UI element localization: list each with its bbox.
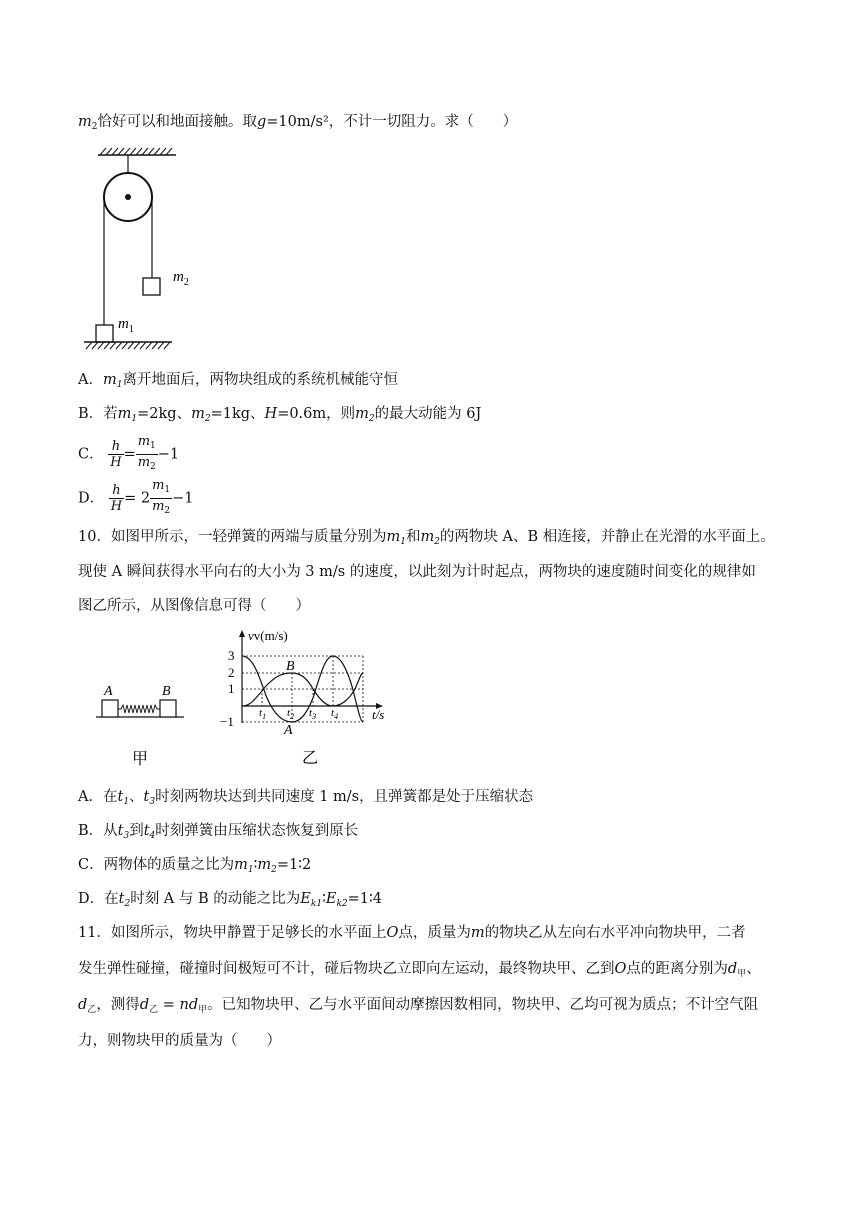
- m2-symbol: m: [420, 529, 435, 545]
- y-tick-1: 1: [228, 681, 235, 696]
- label-m1: m: [118, 316, 129, 332]
- option-text: 离开地面后，两物块组成的系统机械能守恒: [122, 372, 398, 388]
- option-prefix: C．两物体的质量之比为: [78, 857, 235, 873]
- option-prefix: A．: [78, 372, 103, 388]
- q9-option-a: [78, 370, 398, 395]
- ceiling-hatch: [100, 148, 172, 155]
- ratio-colon: ∶: [253, 857, 258, 873]
- label-m1-sub: 1: [128, 324, 134, 335]
- m1-subscript: 1: [400, 537, 406, 547]
- ek2-subscript: k2: [336, 899, 348, 909]
- q11-text-1: 11．如图所示，物块甲静置于足够长的水平面上: [78, 925, 387, 941]
- block-a: [102, 700, 118, 717]
- x-tick-t1: $t_1$: [259, 707, 267, 721]
- figure-yi: [220, 628, 405, 768]
- option-prefix: D．在: [78, 891, 119, 907]
- m2-subscript: 2: [368, 414, 375, 424]
- m2-subscript: 2: [91, 122, 98, 132]
- q11-text-3: 的物块乙从左向右水平冲向物块甲，二者: [484, 925, 746, 941]
- q11-line-1: [78, 923, 746, 943]
- d-subscript: 甲: [737, 969, 747, 979]
- m2-symbol: m: [137, 455, 151, 470]
- ek1-subscript: k1: [310, 899, 323, 909]
- q10-line-2: 现使 A 瞬间获得水平向右的大小为 3 m/s 的速度，以此刻为计时起点，两物块的速度随时间变化的规律如: [78, 564, 756, 580]
- curve-label-b: B: [286, 659, 295, 674]
- ratio-value: =1∶4: [347, 891, 382, 907]
- m2-subscript: 2: [150, 462, 156, 472]
- m1-value: =2kg、: [137, 406, 192, 422]
- caption-yi: 乙: [302, 750, 319, 767]
- x-tick-t3: $t_3$: [309, 707, 317, 721]
- denominator: H: [110, 455, 122, 470]
- m1-symbol: m: [117, 406, 132, 422]
- d-symbol: d: [78, 997, 88, 1013]
- t2-subscript: 2: [124, 899, 131, 909]
- t3-subscript: 3: [123, 831, 130, 841]
- t1-symbol: t: [117, 789, 124, 805]
- q10-line-3: 图乙所示，从图像信息可得（ ）: [78, 598, 310, 614]
- t3-symbol: t: [143, 789, 150, 805]
- m1-symbol: m: [234, 857, 248, 873]
- q10-line-1: [78, 527, 775, 552]
- ek2-symbol: E: [325, 891, 337, 907]
- minus-one: −1: [172, 490, 194, 507]
- m2-subscript: 2: [164, 506, 171, 516]
- ratio-value: =1∶2: [276, 857, 312, 873]
- x-axis-label: t/s: [372, 707, 385, 722]
- m2-symbol: m: [257, 857, 272, 873]
- q9-option-b: [78, 404, 481, 429]
- y-axis-arrow: [239, 630, 245, 637]
- m2-value: =1kg、: [210, 406, 265, 422]
- m2-subscript: 2: [434, 537, 440, 547]
- m1-subscript: 1: [131, 414, 138, 424]
- option-prefix: B．从: [78, 823, 118, 839]
- t4-subscript: 4: [149, 831, 156, 841]
- q11-text-2: 点，质量为: [398, 925, 471, 941]
- g-symbol: g: [256, 114, 267, 130]
- caption-jia: 甲: [132, 751, 149, 768]
- h-symbol: H: [264, 406, 278, 422]
- q11-text-2: 。已知物块甲、乙与水平面间动摩擦因数相同，物块甲、乙均可视为质点；不计空气阻: [207, 997, 759, 1013]
- option-text: 时刻弹簧由压缩状态恢复到原长: [155, 823, 359, 839]
- d-subscript: 甲: [198, 1005, 208, 1015]
- to-word: 到: [129, 823, 144, 839]
- curve-label-a: A: [284, 723, 293, 738]
- t3-subscript: 3: [149, 797, 156, 807]
- x-tick-t2: $t_2$: [287, 707, 295, 721]
- q11-text-1: 发生弹性碰撞，碰撞时间极短可不计，碰后物块乙立即向左运动，最终物块甲、乙到: [78, 961, 615, 977]
- equals-two: = 2: [124, 490, 151, 507]
- d-symbol: d: [727, 961, 738, 977]
- h-value: =0.6m，则: [277, 406, 356, 422]
- intro-text-1: 恰好可以和地面接触。取: [97, 114, 257, 130]
- minus-one: −1: [157, 446, 180, 463]
- m2-symbol: m: [152, 499, 165, 514]
- d-symbol: d: [139, 997, 150, 1013]
- q9-intro-line: [78, 112, 517, 137]
- m2-symbol: m: [355, 406, 369, 422]
- m1-symbol: m: [137, 434, 151, 449]
- option-prefix: D．: [78, 490, 105, 507]
- pulley-axle: [125, 194, 131, 200]
- q11-line-4: 力，则物块甲的质量为（ ）: [78, 1033, 281, 1049]
- m-symbol: m: [102, 372, 117, 388]
- label-a: A: [104, 684, 113, 699]
- q11-text-2: 点的距离分别为: [626, 961, 728, 977]
- m2-symbol: m: [78, 114, 92, 130]
- option-text: 时刻 A 与 B 的动能之比为: [130, 891, 301, 907]
- ratio-colon: ∶: [322, 891, 326, 907]
- option-text: 的最大动能为 6J: [374, 406, 482, 422]
- fraction-h-over-H: [109, 483, 124, 514]
- m2-subscript: 2: [271, 865, 277, 875]
- ek1-symbol: E: [300, 891, 311, 907]
- label-b: B: [162, 684, 171, 699]
- o-symbol: O: [386, 925, 399, 941]
- fraction-m1-over-m2: [150, 478, 172, 519]
- and-word: 和: [405, 529, 421, 545]
- d-subscript: 乙: [87, 1005, 97, 1015]
- option-text: 时刻两物块达到共同速度 1 m/s，且弹簧都是处于压缩状态: [155, 789, 534, 805]
- option-prefix: B．若: [78, 406, 118, 422]
- q10-option-b: [78, 821, 358, 846]
- option-prefix: C．: [78, 446, 104, 463]
- m2-symbol: m: [191, 406, 205, 422]
- q9-option-c: [78, 434, 179, 475]
- label-m2-sub: 2: [183, 277, 189, 288]
- separator: 、: [746, 961, 761, 977]
- svg-text:m2: [173, 269, 189, 288]
- pulley-figure: [80, 145, 220, 360]
- y-tick-2: 2: [228, 665, 235, 680]
- numerator: h: [109, 483, 124, 499]
- ground-hatch: [86, 342, 170, 349]
- y-tick-3: 3: [228, 648, 235, 663]
- q10-text-1: 10．如图甲所示，一轻弹簧的两端与质量分别为: [78, 529, 387, 545]
- block-b: [160, 700, 176, 717]
- denominator: H: [110, 499, 123, 514]
- numerator: h: [108, 439, 123, 455]
- y-tick-minus-1: −1: [220, 714, 234, 729]
- m1-subscript: 1: [150, 441, 156, 451]
- m-symbol: m: [470, 925, 485, 941]
- o-symbol: O: [614, 961, 627, 977]
- q10-option-a: [78, 787, 533, 812]
- m2-subscript: 2: [204, 414, 211, 424]
- fraction-h-over-H: [108, 439, 123, 470]
- fraction-m1-over-m2: [136, 434, 158, 475]
- block-m1: [96, 325, 113, 342]
- q11-line-3: [78, 995, 758, 1020]
- q10-option-d: [78, 889, 382, 914]
- t1-subscript: 1: [123, 797, 130, 807]
- x-tick-t4: $t_4$: [331, 707, 339, 721]
- q9-option-d: [78, 478, 194, 519]
- t3-symbol: t: [117, 823, 124, 839]
- d-symbol: d: [188, 997, 199, 1013]
- label-m2: m: [173, 269, 184, 285]
- equals-n: = n: [158, 997, 189, 1013]
- m1-symbol: m: [386, 529, 401, 545]
- intro-text-2: =10m/s²，不计一切阻力。求（ ）: [266, 114, 518, 130]
- t2-symbol: t: [118, 891, 125, 907]
- equals-sign: =: [123, 446, 136, 463]
- svg-text:m1: [118, 316, 134, 335]
- m-subscript: 1: [116, 380, 123, 390]
- m1-symbol: m: [152, 478, 165, 493]
- option-prefix: A．在: [78, 789, 118, 805]
- block-m2: [143, 278, 160, 295]
- q11-text-1: ，测得: [96, 997, 140, 1013]
- t4-symbol: t: [143, 823, 150, 839]
- m1-subscript: 1: [164, 485, 171, 495]
- q11-line-2: [78, 959, 761, 984]
- m1-subscript: 1: [247, 865, 254, 875]
- q10-text-2: 的两物块 A、B 相连接，并静止在光滑的水平面上。: [439, 529, 775, 545]
- d-subscript: 乙: [149, 1005, 159, 1015]
- spring: [118, 705, 160, 713]
- separator: 、: [129, 789, 144, 805]
- figure-jia: [96, 680, 206, 775]
- q10-option-c: [78, 855, 311, 880]
- y-axis-label: vv(m/s): [248, 628, 288, 643]
